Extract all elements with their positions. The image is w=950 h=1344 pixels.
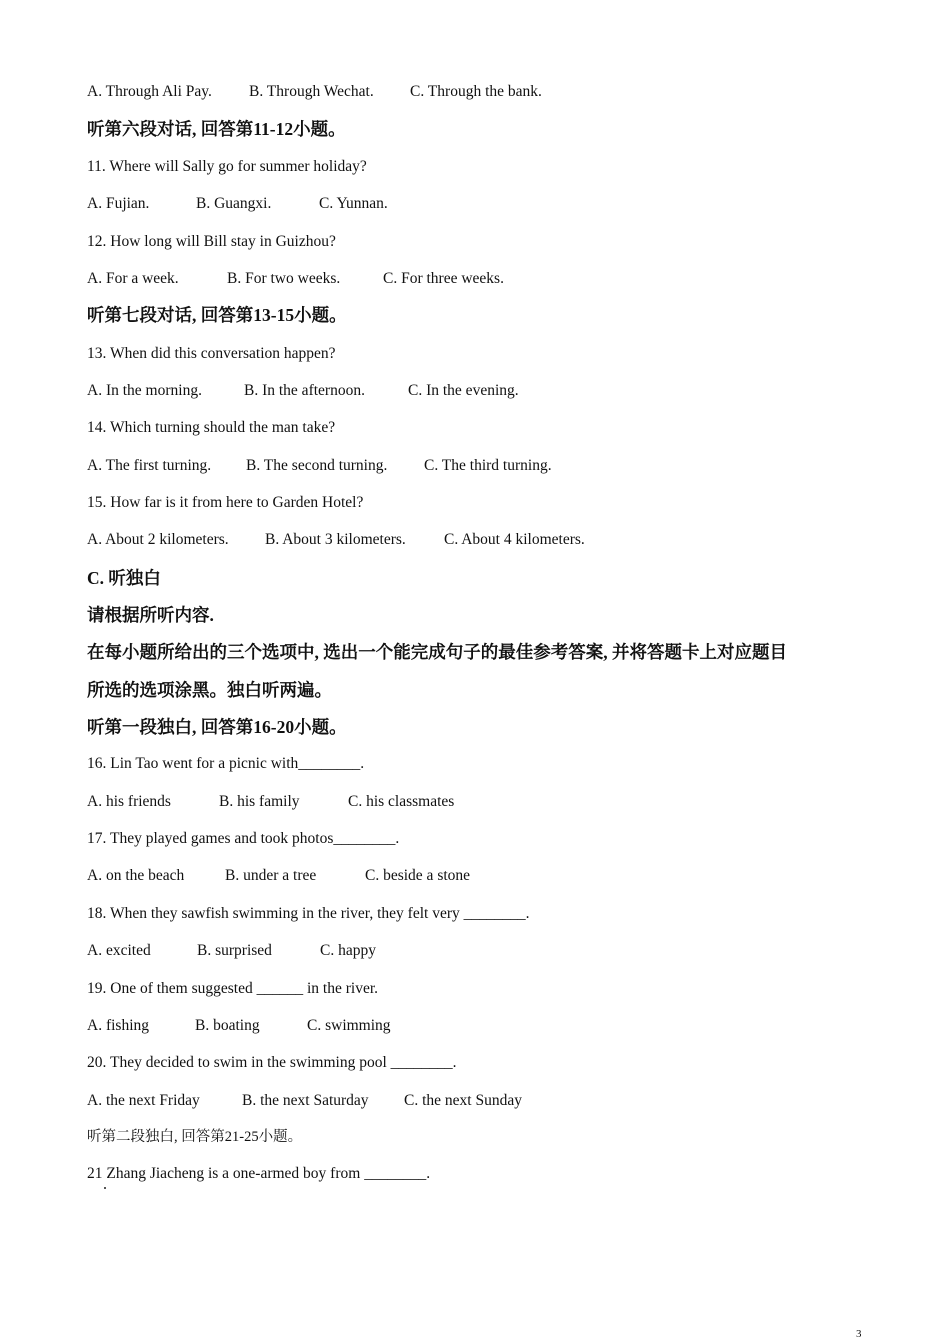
page-number: 3 — [856, 1328, 862, 1340]
q20-option-a: A. the next Friday — [87, 1092, 200, 1109]
q13-options — [87, 381, 519, 401]
q18-options — [87, 941, 376, 961]
question-14: 14. Which turning should the man take? — [87, 419, 336, 436]
q20-option-b: B. the next Saturday — [242, 1092, 369, 1109]
q12-options — [87, 269, 504, 289]
part-c-instruction-1: 请根据所听内容. — [87, 605, 214, 625]
q16-option-b: B. his family — [219, 793, 300, 810]
q17-options — [87, 866, 470, 886]
question-21: 21 Zhang Jiacheng is a one-armed boy from ________. — [87, 1165, 431, 1182]
q17-option-c: C. beside a stone — [365, 867, 471, 884]
q12-option-b: B. For two weeks. — [227, 270, 341, 287]
q19-option-c: C. swimming — [307, 1017, 391, 1034]
q18-option-a: A. excited — [87, 942, 151, 959]
monologue-1-header: 听第一段独白, 回答第16-20小题。 — [87, 717, 347, 737]
q14-option-b: B. The second turning. — [246, 457, 388, 474]
q16-options — [87, 792, 454, 812]
q11-option-c: C. Yunnan. — [319, 195, 388, 212]
q10-option-a: A. Through Ali Pay. — [87, 83, 212, 100]
q10-option-c: C. Through the bank. — [410, 83, 542, 100]
q17-option-a: A. on the beach — [87, 867, 185, 884]
question-11: 11. Where will Sally go for summer holiday? — [87, 158, 367, 175]
q19-option-a: A. fishing — [87, 1017, 149, 1034]
section-7-header: 听第七段对话, 回答第13-15小题。 — [87, 305, 347, 325]
q14-option-a: A. The first turning. — [87, 457, 212, 474]
q15-option-b: B. About 3 kilometers. — [265, 531, 406, 548]
q13-option-c: C. In the evening. — [408, 382, 519, 399]
q18-option-c: C. happy — [320, 942, 376, 959]
stray-mark — [104, 1187, 106, 1189]
q13-option-b: B. In the afternoon. — [244, 382, 365, 399]
q15-option-a: A. About 2 kilometers. — [87, 531, 229, 548]
q20-options — [87, 1091, 522, 1111]
q19-options — [87, 1016, 391, 1036]
q10-option-b: B. Through Wechat. — [249, 83, 374, 100]
section-6-header: 听第六段对话, 回答第11-12小题。 — [87, 119, 346, 139]
question-19: 19. One of them suggested ______ in the river. — [87, 980, 379, 997]
question-16: 16. Lin Tao went for a picnic with________. — [87, 755, 365, 772]
q11-option-a: A. Fujian. — [87, 195, 150, 212]
q16-option-a: A. his friends — [87, 793, 171, 810]
q20-option-c: C. the next Sunday — [404, 1092, 522, 1109]
q14-option-c: C. The third turning. — [424, 457, 552, 474]
part-c-title: C. 听独白 — [87, 568, 161, 588]
q15-options — [87, 530, 585, 550]
question-13: 13. When did this conversation happen? — [87, 345, 336, 362]
q13-option-a: A. In the morning. — [87, 382, 202, 399]
question-18: 18. When they sawfish swimming in the river, they felt very ________. — [87, 905, 530, 922]
q10-options — [87, 82, 542, 102]
q12-option-c: C. For three weeks. — [383, 270, 504, 287]
q12-option-a: A. For a week. — [87, 270, 179, 287]
q11-option-b: B. Guangxi. — [196, 195, 272, 212]
question-15: 15. How far is it from here to Garden Hotel? — [87, 494, 364, 511]
q16-option-c: C. his classmates — [348, 793, 455, 810]
question-12: 12. How long will Bill stay in Guizhou? — [87, 233, 336, 250]
question-20: 20. They decided to swim in the swimming pool ________. — [87, 1054, 457, 1071]
q15-option-c: C. About 4 kilometers. — [444, 531, 585, 548]
q11-options — [87, 194, 388, 214]
q18-option-b: B. surprised — [197, 942, 272, 959]
part-c-instruction-2b: 所选的选项涂黑。独白听两遍。 — [87, 680, 332, 700]
q14-options — [87, 456, 552, 476]
question-17: 17. They played games and took photos________. — [87, 830, 400, 847]
monologue-2-header: 听第二段独白, 回答第21-25小题。 — [87, 1129, 303, 1145]
q19-option-b: B. boating — [195, 1017, 260, 1034]
q17-option-b: B. under a tree — [225, 867, 317, 884]
part-c-instruction-2a: 在每小题所给出的三个选项中, 选出一个能完成句子的最佳参考答案, 并将答题卡上对应题目 — [87, 642, 787, 662]
